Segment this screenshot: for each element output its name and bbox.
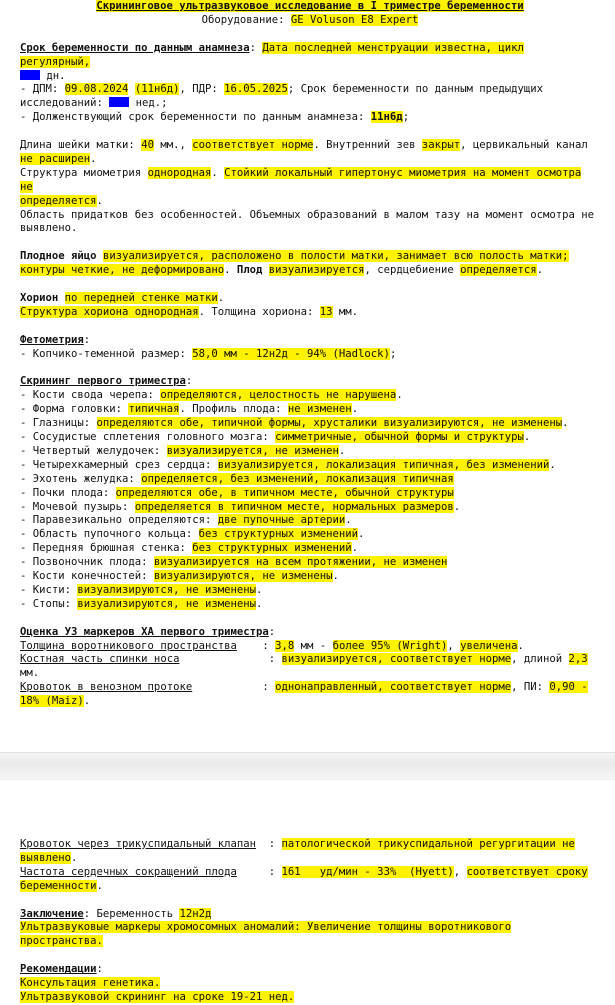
cervix-section: Длина шейки матки: 40 мм., соответствует норме. Внутренний зев закрыт, цервикальный канал не расширен. Структура миометрия однородная. Стойкий локальный гипертонус миометрия на момент осмотра не определяется. Область придатков без особенностей. Объемных образований в малом тазу на момент осмотра не выявлено.: [20, 139, 595, 235]
dpm-weeks: (11н6д): [134, 83, 180, 96]
screening-item: - Эхотень желудка: определяется, без изменений, локализация типичная: [20, 472, 454, 485]
nasal-bone-length: 2,3: [568, 653, 588, 666]
markers-section: Оценка УЗ маркеров ХА первого триместра: Толщина воротникового пространства : 3,8 мм - более 95% (Wright), увеличена. Костная часть спинки носа : визуализируется, соответствует норме, длиной 2,3 мм. Кровоток в венозном протоке : однонаправленный, соответствует норме, ПИ: 0,90 - 18% (Maiz).: [20, 625, 588, 708]
ktr-value: 58,0 мм - 12н2д - 94% (Hadlock): [192, 347, 390, 360]
dpm-value: 09.08.2024: [64, 83, 129, 96]
redacted-block: [109, 97, 129, 107]
report-title: Скрининговое ультразвуковое исследование в I триместре беременности: [96, 0, 524, 12]
screening-item: - Глазницы: определяются обе, типичной формы, хрусталики визуализируются, не изменены.: [20, 417, 569, 430]
fetometry-label: Фетометрия: [20, 333, 84, 346]
screening-item: - Кости конечностей: визуализируются, не изменены.: [20, 570, 339, 583]
screening-item: - Паравезикально определяются: две пупочные артерии.: [20, 514, 352, 527]
redacted-block: [20, 70, 40, 80]
anamnesis-label: Срок беременности по данным анамнеза: [20, 41, 250, 54]
fetus-label: Плод: [236, 264, 263, 277]
anamnesis-section: Срок беременности по данным анамнеза: Дата последней менструации известна, цикл регулярный, дн. - ДПМ: 09.08.2024 (11н6д), ПДР: 16.05.2025; Срок беременности по данным предыдущих исследований: нед.; - Долженствующий срок беременности по данным анамнеза: 11н6д;: [20, 41, 544, 124]
markers-label: Оценка УЗ маркеров ХА первого триместра: [20, 625, 269, 638]
equipment-label: Оборудование:: [201, 13, 285, 26]
screening-item: - Стопы: визуализируются, не изменены.: [20, 597, 263, 610]
conclusion-label: Заключение: [20, 907, 84, 920]
dv-pi-value: 0,90 -: [549, 681, 588, 694]
screening-item: - Четырехкамерный срез сердца: визуализируется, локализация типичная, без изменений.: [20, 458, 556, 471]
screening-item: - Кисти: визуализируются, не изменены.: [20, 583, 263, 596]
fetometry-section: Фетометрия: - Копчико-теменной размер: 58,0 мм - 12н2д - 94% (Hadlock);: [20, 333, 397, 360]
screening-item: - Сосудистые сплетения головного мозга: симметричные, обычной формы и структуры.: [20, 431, 531, 443]
screening-item: - Форма головки: типичная. Профиль плода: не изменен.: [20, 403, 359, 416]
cervix-length: 40: [141, 139, 154, 152]
report-page-1: [20, 0, 600, 709]
screening-item: - Позвоночник плода: визуализируется на всем протяжении, не изменен: [20, 556, 448, 569]
equipment-value: GE Voluson E8 Expert: [290, 13, 419, 26]
chorion-thickness: 13: [319, 305, 333, 318]
heart-rate-value: 161 уд/мин - 33% (Hyett): [281, 865, 454, 878]
due-term-value: 11н6д: [370, 111, 403, 124]
report-page-2: Кровоток через трикуспидальный клапан : патологической трикуспидальной регургитации не выявлено. Частота сердечных сокращений плода : 161 уд/мин - 33% (Hyett), соответствует сроку беременности. Заключение: Беременность 12н2д Ультразвуковые маркеры хромосомных аномалий: Увеличение толщины воротникового пространства. Рекомендации: Консультация генетика. Ультразвуковой скрининг на сроке 19-21 нед.: [20, 838, 588, 1003]
anamnesis-value: Дата последней менструации известна, цикл регулярный,: [20, 41, 524, 68]
page-divider: [0, 752, 615, 780]
screening-item: - Почки плода: определяются обе, в типичном месте, обычной структуры: [20, 486, 454, 499]
ovum-section: Плодное яйцо визуализируется, расположено в полости матки, занимает всю полость матки; контуры четкие, не деформировано. Плод визуализируется, сердцебиение определяется.: [20, 250, 569, 277]
pdr-value: 16.05.2025: [224, 83, 288, 96]
recommendation-1: Консультация генетика.: [20, 977, 161, 990]
screening-label: Скрининг первого триместра: [20, 375, 186, 388]
conclusion-term: 12н2д: [179, 907, 212, 920]
recommendations-label: Рекомендации: [20, 963, 97, 976]
screening-item: - Передняя брюшная стенка: без структурных изменений.: [20, 542, 359, 555]
conclusion-markers: Ультразвуковые маркеры хромосомных аномалий: Увеличение толщины воротникового пространства.: [20, 921, 512, 948]
nt-value: 3,8: [275, 639, 295, 652]
chorion-section: Хорион по передней стенке матки. Структура хориона однородная. Толщина хориона: 13 мм.: [20, 291, 359, 318]
report-header: [20, 0, 600, 28]
recommendation-2: Ультразвуковой скрининг на сроке 19-21 нед.: [20, 990, 295, 1003]
chorion-label: Хорион: [20, 291, 59, 304]
screening-item: - Кости свода черепа: определяются, целостность не нарушена.: [20, 389, 403, 402]
screening-section: Скрининг первого триместра: - Кости свода черепа: определяются, целостность не нарушена. - Форма головки: типичная. Профиль плода: не изменен. - Глазницы: определяются обе, типичной формы, хрусталики визуализируются, не изменены. - Сосудистые сплетения головного мозга: симметричные, обычной формы и структуры. - Четвертый желудочек: визуализируется, не изменен. - Четырехкамерный срез сердца: визуализируется, локализация типичная, без изменений. - Эхотень желудка: определяется, без изменений, локализация типичная - Почки плода: определяются обе, в типичном месте, обычной структуры - Мочевой пузырь: определяется в типичном месте, нормальных размеров. - Паравезикально определяются: две пупочные артерии. - Область пупочного кольца: без структурных изменений. - Передняя брюшная стенка: без структурных изменений. - Позвоночник плода: визуализируется на всем протяжении, не изменен - Кости конечностей: визуализируются, не изменены. - Кисти: визуализируются, не изменены. - Стопы: визуализируются, не изменены.: [20, 375, 600, 611]
screening-item: - Область пупочного кольца: без структурных изменений.: [20, 528, 365, 541]
screening-item: - Мочевой пузырь: определяется в типичном месте, нормальных размеров.: [20, 500, 461, 513]
screening-item: - Четвертый желудочек: визуализируется, не изменен.: [20, 444, 346, 457]
ovum-label: Плодное яйцо: [20, 250, 97, 263]
